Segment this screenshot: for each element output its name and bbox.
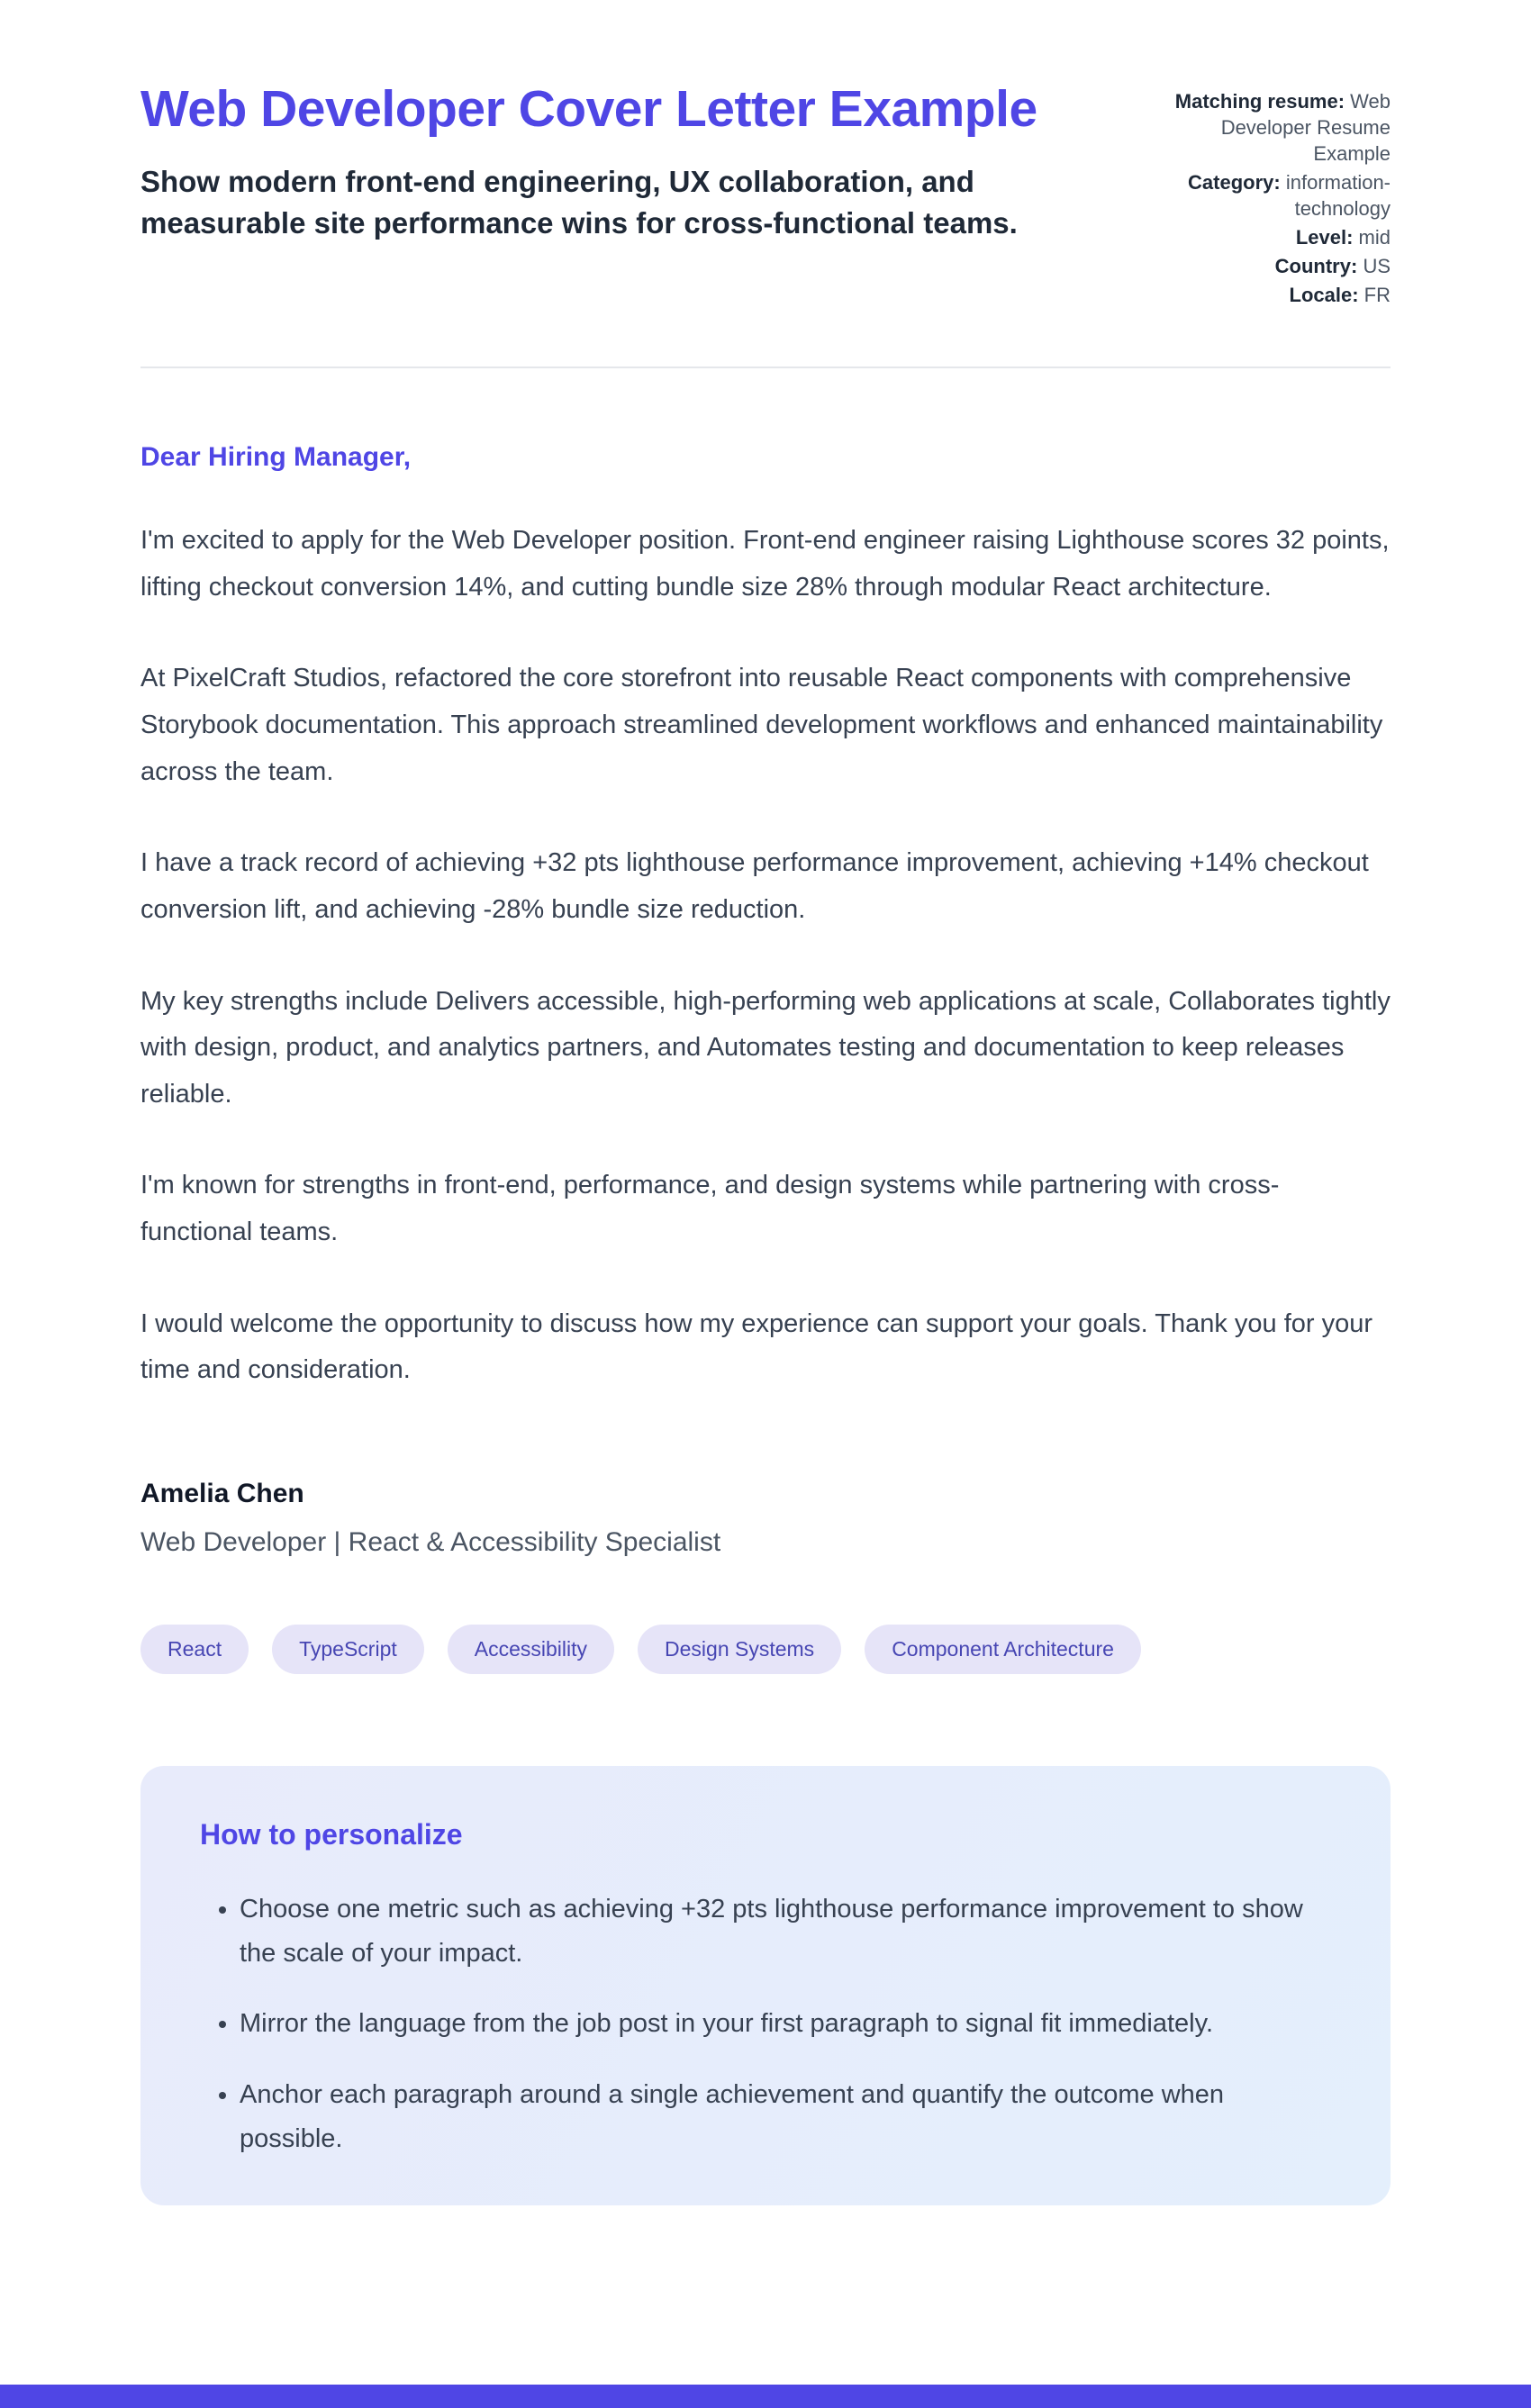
page-title: Web Developer Cover Letter Example: [140, 80, 1037, 138]
meta-value-country: US: [1363, 255, 1391, 278]
meta-item-country: [1155, 253, 1391, 279]
letter-paragraph: I'm excited to apply for the Web Developer position. Front-end engineer raising Lighthouse scores 32 points, lifting checkout conversion 14%, and cutting bundle size 28% through modular React architecture.: [140, 526, 1390, 602]
meta-value-category: information-technology: [1285, 171, 1391, 221]
personalize-bullet: • Mirror the language from the job post in your first paragraph to signal fit immediately.: [240, 2002, 1331, 2046]
meta-label-country: Country:: [1274, 255, 1358, 278]
meta-label-level: Level:: [1295, 226, 1354, 249]
personalize-bullet: • Choose one metric such as achieving +32 pts lighthouse performance improvement to show the scale of your impact.: [240, 1887, 1331, 1975]
meta-item-category: [1155, 169, 1391, 222]
footer-accent-bar: [0, 2385, 1531, 2408]
personalize-bullet: • Anchor each paragraph around a single achievement and quantify the outcome when possible.: [240, 2073, 1331, 2160]
meta-panel: [1155, 79, 1391, 311]
tag-pill: React: [140, 1625, 249, 1674]
meta-item-level: [1155, 224, 1391, 250]
header-divider: [140, 367, 1391, 368]
header-text-block: [140, 79, 1095, 245]
letter-paragraph: At PixelCraft Studios, refactored the core storefront into reusable React components with comprehensive Storybook documentation. This approach streamlined development workflows and enhanced maintainability across the team.: [140, 664, 1383, 786]
signature-name: Amelia Chen: [140, 1478, 304, 1508]
letter-paragraph: I would welcome the opportunity to discuss how my experience can support your goals. Thank you for your time and consideration.: [140, 1308, 1373, 1385]
meta-item-matching-resume: [1155, 88, 1391, 167]
signature-title: Web Developer | React & Accessibility Specialist: [140, 1526, 721, 1557]
letter-paragraph: My key strengths include Delivers accessible, high-performing web applications at scale, Collaborates tightly with design, product, and analytics partners, and Automates testing and documentation to keep releases reliable.: [140, 986, 1391, 1109]
meta-label-matching-resume: Matching resume:: [1174, 90, 1345, 113]
tag-pill: Component Architecture: [865, 1625, 1141, 1674]
meta-item-locale: [1155, 282, 1391, 308]
tag-pill: TypeScript: [272, 1625, 424, 1674]
personalize-bullet-list: [200, 1887, 1331, 2161]
tag-pill: Design Systems: [638, 1625, 841, 1674]
letter-paragraph: I'm known for strengths in front-end, performance, and design systems while partnering with cross-functional teams.: [140, 1171, 1280, 1246]
meta-value-matching-resume: Web Developer Resume Example: [1220, 90, 1391, 166]
personalize-heading: How to personalize: [200, 1817, 463, 1851]
skill-tags: [140, 1625, 1391, 1674]
letter-paragraph: I have a track record of achieving +32 pts lighthouse performance improvement, achieving +14% checkout conversion lift, and achieving -28% bundle size reduction.: [140, 848, 1369, 924]
meta-value-locale: FR: [1363, 284, 1391, 307]
meta-label-category: Category:: [1188, 171, 1281, 195]
meta-label-locale: Locale:: [1289, 284, 1359, 307]
meta-value-level: mid: [1358, 226, 1391, 249]
page-subtitle: Show modern front-end engineering, UX collaboration, and measurable site performance wins for cross-functional teams.: [140, 165, 1018, 240]
personalize-panel: [140, 1766, 1391, 2206]
salutation: Dear Hiring Manager,: [140, 442, 412, 473]
header: [140, 79, 1391, 311]
tag-pill: Accessibility: [448, 1625, 614, 1674]
cover-letter-body: [140, 442, 1391, 1558]
